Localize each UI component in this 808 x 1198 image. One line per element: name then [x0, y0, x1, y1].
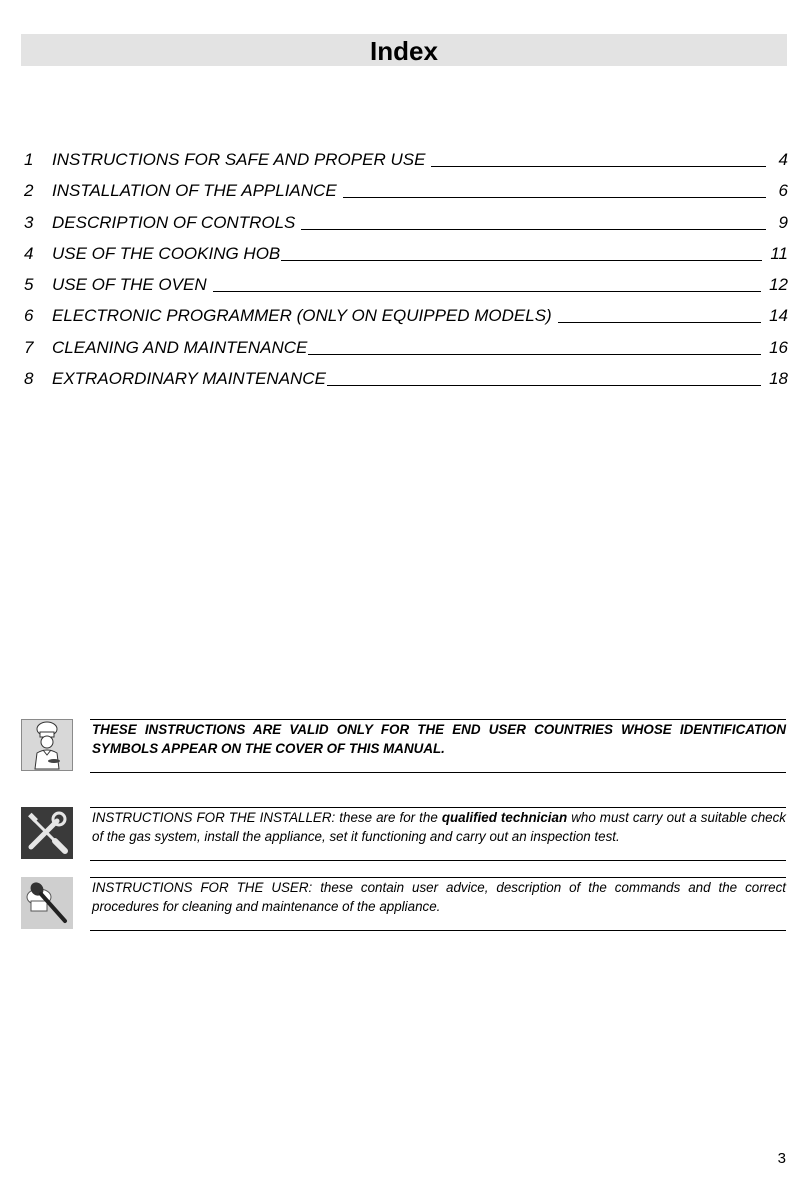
toc-number: 8: [24, 369, 34, 389]
toc-row-2[interactable]: [24, 181, 788, 212]
title-bar: [21, 34, 787, 66]
toc-leader: [281, 260, 762, 261]
toc-title: USE OF THE OVEN: [52, 275, 207, 295]
toc-number: 2: [24, 181, 34, 201]
toc-title: CLEANING AND MAINTENANCE: [52, 337, 308, 357]
toc-row-7[interactable]: [24, 338, 788, 369]
toc-leader: [343, 197, 766, 198]
toc-title: INSTALLATION OF THE APPLIANCE: [52, 181, 337, 201]
toc-row-6[interactable]: [24, 306, 788, 337]
toc-number: 1: [24, 150, 34, 169]
toc-number: 7: [24, 337, 34, 357]
table-of-contents: [24, 150, 788, 400]
toc-title: EXTRAORDINARY MAINTENANCE: [52, 369, 326, 389]
toc-leader: [431, 166, 766, 167]
toc-leader: [558, 322, 761, 323]
toc-row-1[interactable]: [24, 150, 788, 181]
tools-icon: [21, 807, 73, 859]
toc-page: 9: [778, 212, 788, 232]
toc-page: 14: [769, 306, 788, 326]
chef-icon: [21, 719, 73, 771]
toc-number: 3: [24, 212, 34, 232]
toc-number: 4: [24, 243, 34, 263]
toc-page: 6: [778, 181, 788, 201]
toc-row-3[interactable]: [24, 213, 788, 244]
toc-page: 11: [770, 243, 788, 263]
toc-title: DESCRIPTION OF CONTROLS: [52, 212, 296, 232]
toc-number: 5: [24, 275, 34, 295]
page-title: Index: [370, 36, 438, 66]
toc-row-4[interactable]: [24, 244, 788, 275]
installer-note-emphasis: qualified technician: [441, 810, 568, 825]
toc-leader: [308, 354, 761, 355]
toc-page: 4: [778, 150, 788, 169]
installer-note-lead: INSTRUCTIONS FOR THE INSTALLER: these are for the: [92, 810, 442, 825]
toc-number: 6: [24, 306, 34, 326]
toc-row-5[interactable]: [24, 275, 788, 306]
toc-leader: [213, 291, 761, 292]
toc-title: USE OF THE COOKING HOB: [52, 243, 281, 263]
toc-page: 16: [769, 337, 788, 357]
page-number: 3: [777, 1150, 786, 1167]
toc-row-8[interactable]: [24, 369, 788, 400]
toc-leader: [327, 385, 761, 386]
toc-leader: [301, 229, 766, 230]
spoon-chef-hat-icon: [21, 877, 73, 929]
toc-title: ELECTRONIC PROGRAMMER (ONLY ON EQUIPPED MODELS): [52, 306, 552, 326]
validity-note-text: THESE INSTRUCTIONS ARE VALID ONLY FOR THE END USER COUNTRIES WHOSE IDENTIFICATION SYMBOLS APPEAR ON THE COVER OF THIS MANUAL.: [90, 719, 786, 773]
toc-page: 12: [769, 275, 788, 295]
installer-note-rest: who must carry out a suitable check of the gas system, install the appliance, set it functioning and carry out an inspection test.: [92, 810, 786, 844]
toc-title: INSTRUCTIONS FOR SAFE AND PROPER USE: [52, 150, 426, 169]
toc-page: 18: [769, 369, 788, 389]
user-note-text: INSTRUCTIONS FOR THE USER: these contain user advice, description of the commands and the correct procedures for cleaning and maintenance of the appliance.: [90, 877, 786, 931]
installer-note-text: [90, 807, 786, 861]
